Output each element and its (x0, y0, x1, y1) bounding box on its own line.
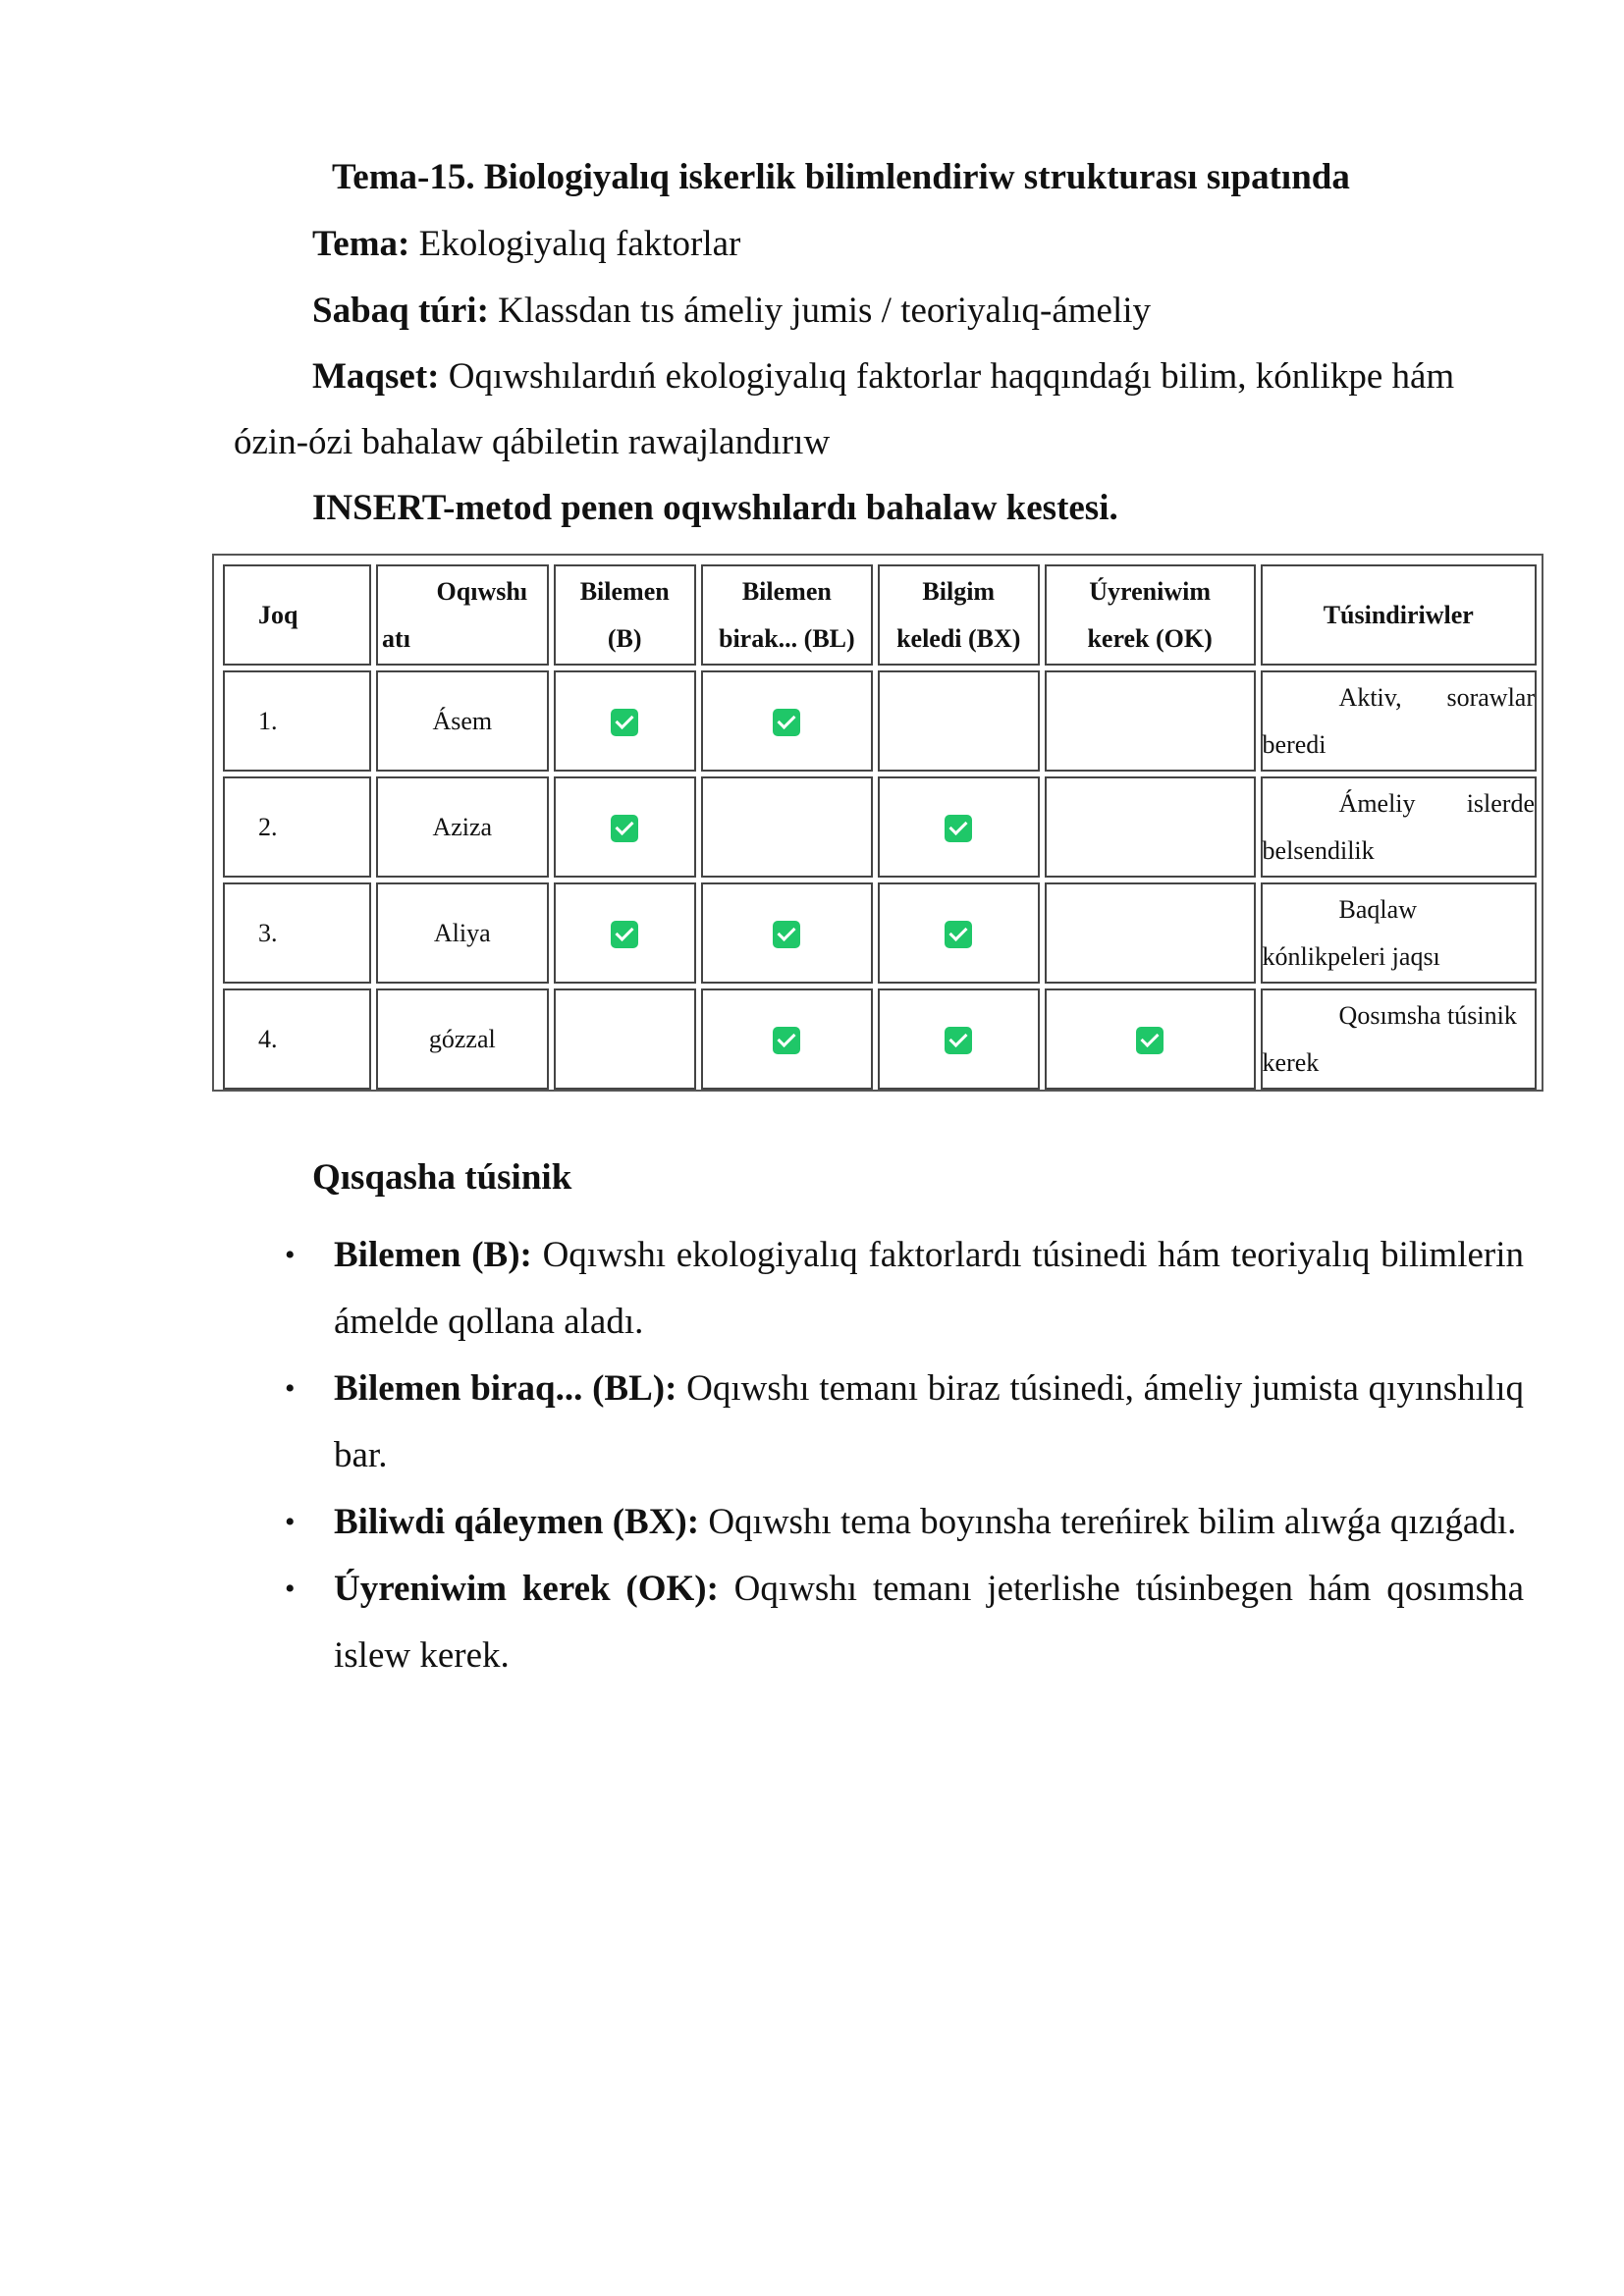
cell-no: 3. (223, 882, 371, 984)
check-icon (611, 921, 638, 948)
header-name-2: atı (382, 623, 410, 653)
header-b (554, 564, 696, 666)
note-part-a: Baqlaw (1338, 894, 1417, 924)
bullet-term: Bilemen (B): (334, 1235, 532, 1275)
cell-note (1261, 776, 1537, 878)
grading-table (218, 560, 1542, 1095)
check-icon (611, 709, 638, 736)
cell-b (554, 776, 696, 878)
cell-note (1261, 670, 1537, 772)
note-part-c: kónlikpeleri jaqsı (1262, 941, 1440, 971)
header-b-1: Bilemen (579, 576, 670, 606)
table-header-row (223, 564, 1537, 666)
cell-bx (878, 776, 1040, 878)
lesson-type-value: Klassdan tıs ámeliy jumis / teoriyalıq-ámeliy (488, 291, 1151, 331)
cell-ok (1045, 776, 1256, 878)
header-bl-1: Bilemen (741, 576, 832, 606)
header-bl (701, 564, 873, 666)
cell-note (1261, 988, 1537, 1090)
check-icon (945, 1027, 972, 1054)
note-part-c: beredi (1262, 729, 1326, 759)
check-icon (611, 815, 638, 842)
header-ok (1045, 564, 1256, 666)
bullet-term: Biliwdi qáleymen (BX): (334, 1502, 700, 1542)
note-part-b: sorawlar (1446, 682, 1535, 712)
cell-bl (701, 988, 873, 1090)
cell-no: 1. (223, 670, 371, 772)
header-name (376, 564, 548, 666)
cell-no: 4. (223, 988, 371, 1090)
header-notes: Túsindiriwler (1261, 564, 1537, 666)
cell-b (554, 988, 696, 1090)
goal-line-2: ózin-ózi bahalaw qábiletin rawajlandırıw (234, 422, 831, 462)
header-b-2: (B) (607, 623, 642, 653)
check-icon (773, 921, 800, 948)
summary-title: Qısqasha túsinik (312, 1157, 572, 1198)
cell-no: 2. (223, 776, 371, 878)
header-no: Joq (223, 564, 371, 666)
table-caption: INSERT-metod penen oqıwshılardı bahalaw kestesi. (312, 488, 1118, 528)
topic-label: Tema: (312, 224, 410, 264)
cell-b (554, 670, 696, 772)
bullet-term: Úyreniwim kerek (OK): (334, 1569, 719, 1609)
table-row (223, 882, 1537, 984)
check-icon (773, 709, 800, 736)
header-bx (878, 564, 1040, 666)
header-bx-2: keledi (BX) (896, 623, 1021, 653)
summary-list (285, 1222, 1524, 1689)
bullet-text: Oqıwshı ekologiyalıq faktorlardı túsinedi hám teoriyalıq bilimlerin ámelde qollana aladı. (334, 1235, 1524, 1342)
cell-bx (878, 670, 1040, 772)
bullet-term: Bilemen biraq... (BL): (334, 1368, 677, 1409)
header-bx-1: Bilgim (922, 576, 996, 606)
note-part-a: Aktiv, (1338, 682, 1402, 712)
check-icon (945, 921, 972, 948)
header-ok-1: Úyreniwim (1089, 576, 1211, 606)
table-row (223, 776, 1537, 878)
goal-line (312, 356, 1454, 399)
list-item (285, 1222, 1524, 1356)
goal-label: Maqset: (312, 356, 440, 397)
lesson-type-line (312, 291, 1151, 333)
list-item (285, 1556, 1524, 1689)
note-part-c: kerek (1262, 1047, 1320, 1077)
header-name-1: Oqıwshı (436, 576, 528, 606)
cell-bl (701, 670, 873, 772)
check-icon (773, 1027, 800, 1054)
cell-ok (1045, 882, 1256, 984)
table-row (223, 988, 1537, 1090)
topic-line (312, 224, 740, 266)
page-title: Tema-15. Biologiyalıq iskerlik bilimlendiriw strukturası sıpatında (332, 157, 1350, 197)
list-item (285, 1356, 1524, 1489)
check-icon (1136, 1027, 1164, 1054)
grading-table-frame (212, 554, 1543, 1092)
topic-value: Ekologiyalıq faktorlar (409, 224, 741, 264)
cell-name: Aziza (376, 776, 548, 878)
bullet-text: Oqıwshı tema boyınsha tereńirek bilim alıwǵa qızıǵadı. (699, 1502, 1517, 1542)
cell-ok (1045, 988, 1256, 1090)
check-icon (945, 815, 972, 842)
table-row (223, 670, 1537, 772)
cell-b (554, 882, 696, 984)
cell-ok (1045, 670, 1256, 772)
lesson-type-label: Sabaq túri: (312, 291, 489, 331)
cell-name: Aliya (376, 882, 548, 984)
goal-value-1: Oqıwshılardıń ekologiyalıq faktorlar haqqındaǵı bilim, kónlikpe hám (439, 356, 1455, 397)
list-item (285, 1489, 1524, 1556)
note-part-b: islerde (1466, 788, 1535, 818)
bullet-text: Oqıwshı temanı biraz túsinedi, ámeliy jumista qıyınshılıq bar. (334, 1368, 1524, 1475)
cell-name: gózzal (376, 988, 548, 1090)
cell-note (1261, 882, 1537, 984)
cell-bl (701, 882, 873, 984)
cell-name: Ásem (376, 670, 548, 772)
note-part-a: Ámeliy (1338, 788, 1416, 818)
cell-bl (701, 776, 873, 878)
cell-bx (878, 882, 1040, 984)
note-part-a: Qosımsha túsinik (1338, 1000, 1517, 1030)
bullet-text: Oqıwshı temanı jeterlishe túsinbegen hám qosımsha islew kerek. (334, 1569, 1524, 1676)
cell-bx (878, 988, 1040, 1090)
header-bl-2: birak... (BL) (719, 623, 855, 653)
header-ok-2: kerek (OK) (1087, 623, 1213, 653)
note-part-c: belsendilik (1262, 835, 1375, 865)
